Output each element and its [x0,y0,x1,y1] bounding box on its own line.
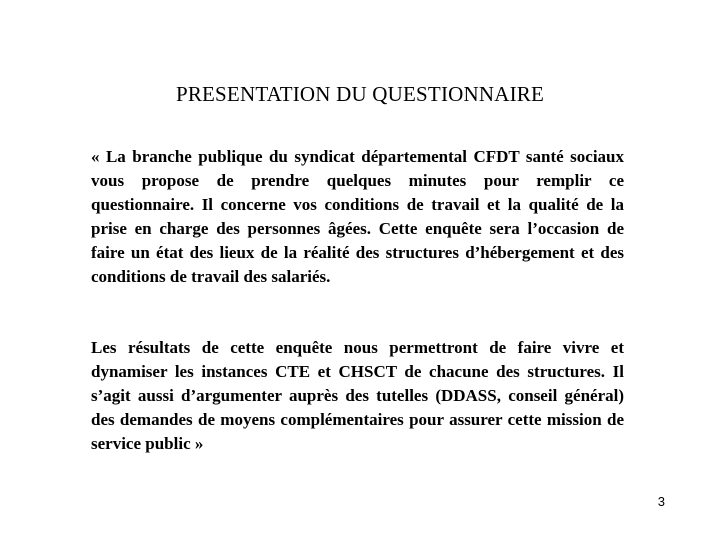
slide-title: PRESENTATION DU QUESTIONNAIRE [175,82,545,106]
intro-paragraph: « La branche publique du syndicat départemental CFDT santé sociaux vous propose de prendre quelques minutes pour remplir ce questionnaire. Il concerne vos conditions de travail et la qualité de la prise en charge des personnes âgées. Cette enquête sera l’occasion de faire un état des lieux de la réalité des structures d’hébergement et des conditions de travail des salariés. [91,147,624,286]
results-paragraph: Les résultats de cette enquête nous permettront de faire vivre et dynamiser les instances CTE et CHSCT de chacune des structures. Il s’agit aussi d’argumenter auprès des tutelles (DDASS, conseil général) des demandes de moyens complémentaires pour assurer cette mission de service public » [91,338,624,453]
page-number: 3 [657,494,665,509]
